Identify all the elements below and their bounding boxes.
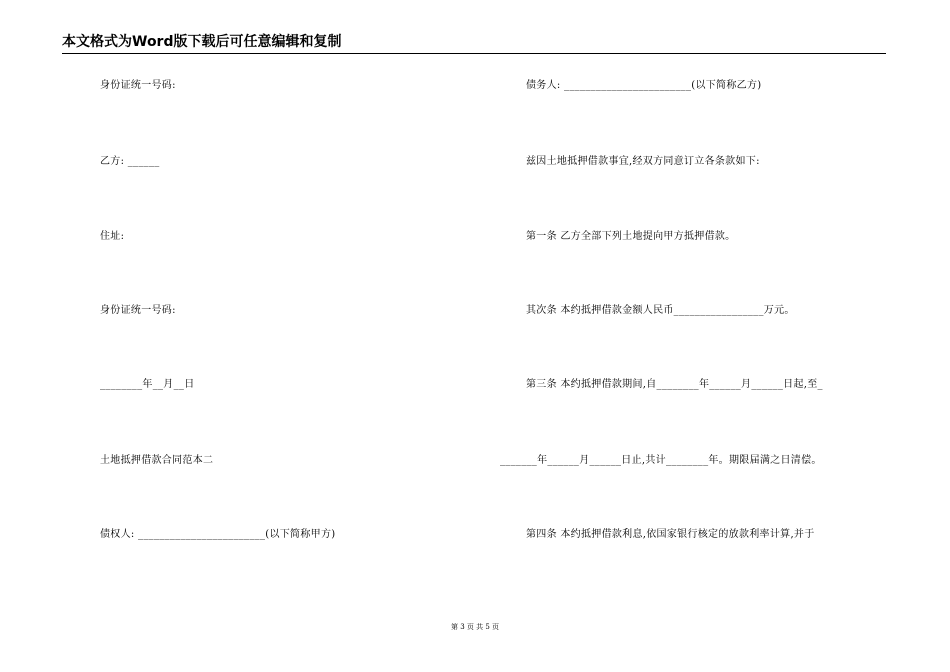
left-line-3: 住址: [100,231,125,242]
right-line-4: 其次条 本约抵押借款金额人民币_________________万元。 [526,305,795,316]
right-line-3: 第一条 乙方全部下列土地提向甲方抵押借款。 [526,231,736,242]
page-number: 第 3 页 共 5 页 [450,623,500,631]
right-line-7: 第四条 本约抵押借款利息,依国家银行核定的放款利率计算,并于 [526,529,815,540]
right-line-1: 债务人: ________________________(以下简称乙方) [526,80,762,91]
left-line-4: 身份证统一号码: [100,305,176,316]
left-line-5: ________年__月__日 [100,379,195,390]
header-divider [62,53,886,54]
right-line-2: 兹因土地抵押借款事宜,经双方同意订立各条款如下: [526,156,760,167]
document-header-title: 本文格式为Word版下载后可任意编辑和复制 [62,34,342,50]
left-line-1: 身份证统一号码: [100,80,176,91]
right-line-5: 第三条 本约抵押借款期间,自________年______月______日起,至_ [526,379,823,390]
left-line-2: 乙方: ______ [100,156,160,167]
right-line-6: _______年______月______日止,共计________年。期限届满之日清偿。 [500,455,822,466]
left-line-6: 土地抵押借款合同范本二 [100,455,214,466]
left-line-7: 债权人: ________________________(以下简称甲方) [100,529,336,540]
